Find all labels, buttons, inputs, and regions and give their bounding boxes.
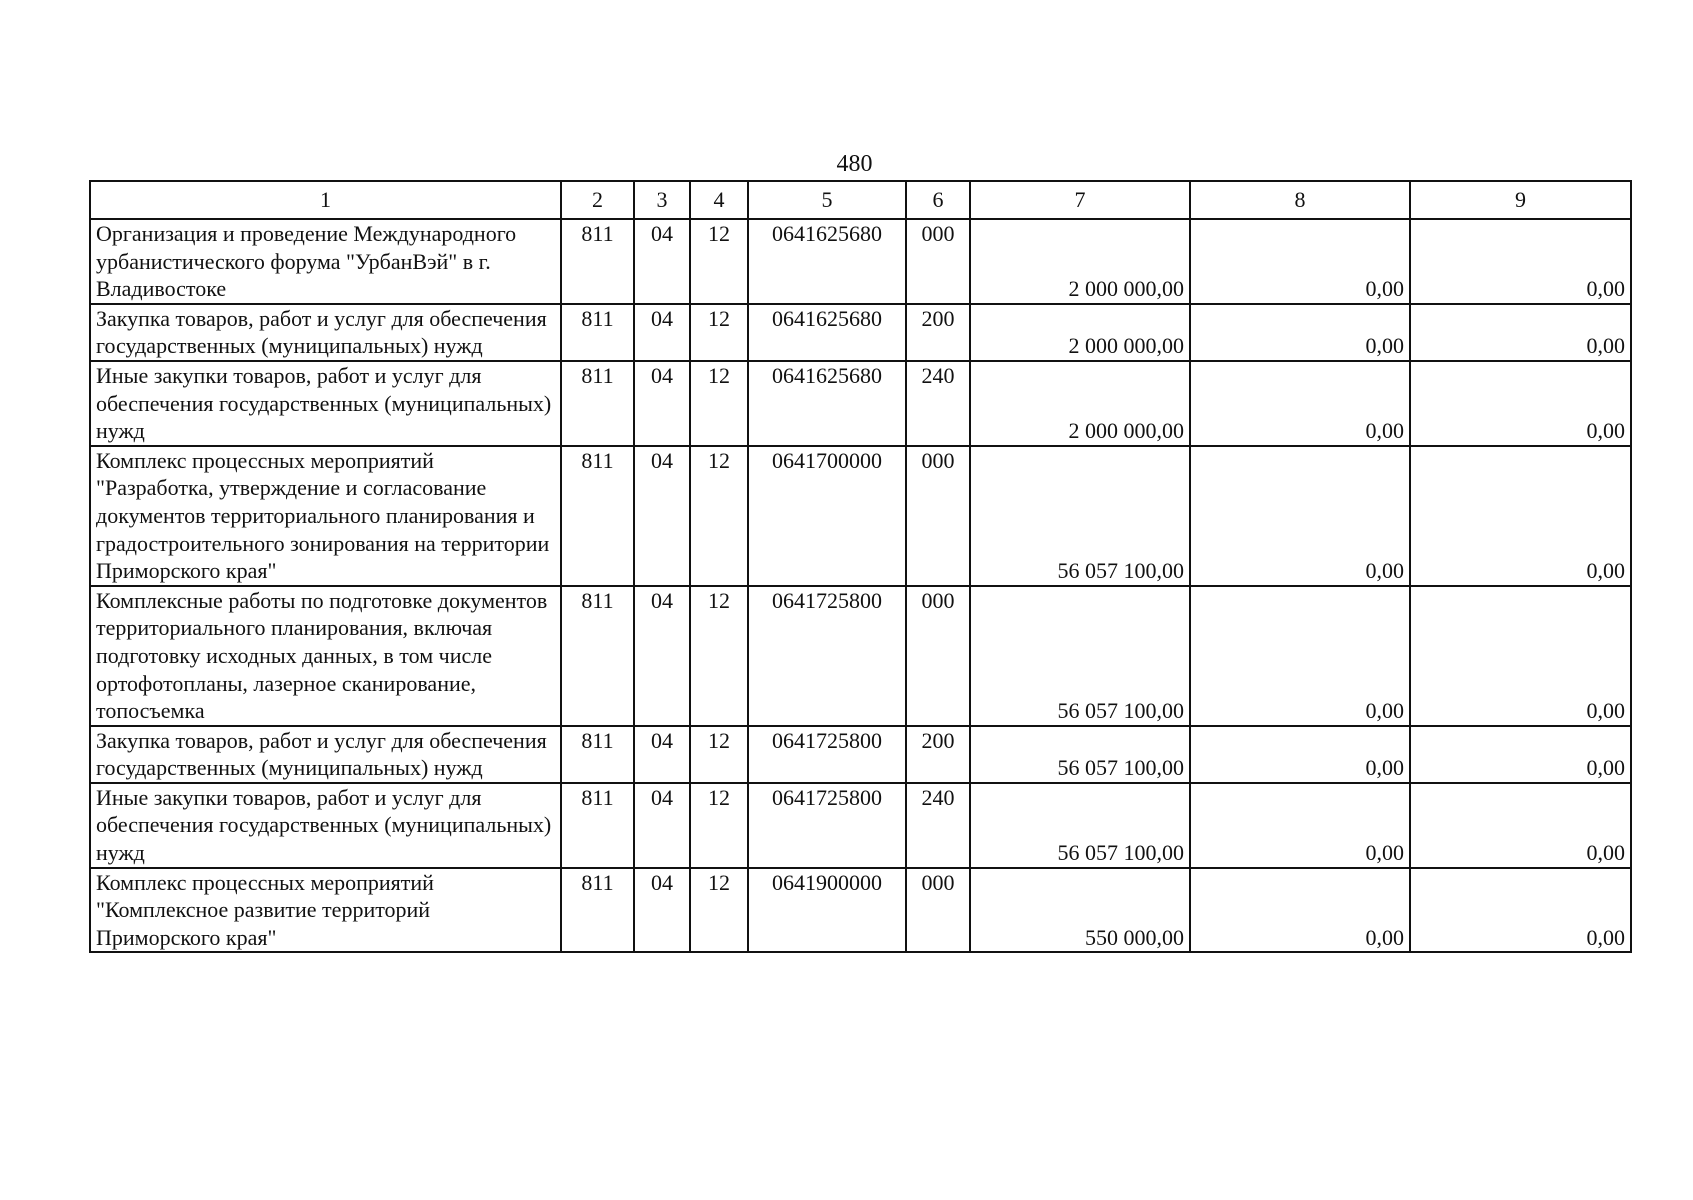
row-code-2: 811 bbox=[561, 726, 634, 783]
table-row bbox=[90, 219, 1631, 304]
row-code-3: 04 bbox=[634, 726, 690, 783]
page-number: 480 bbox=[836, 151, 873, 177]
row-code-5: 0641900000 bbox=[748, 868, 906, 953]
row-description: Иные закупки товаров, работ и услуг для обеспечения государственных (муниципальных) нужд bbox=[90, 783, 561, 868]
table-row bbox=[90, 446, 1631, 586]
budget-table bbox=[89, 180, 1632, 953]
row-code-4: 12 bbox=[690, 868, 748, 953]
row-amount-7: 2 000 000,00 bbox=[970, 219, 1190, 304]
header-cell: 6 bbox=[906, 181, 970, 219]
row-code-6: 200 bbox=[906, 304, 970, 361]
header-cell: 1 bbox=[90, 181, 561, 219]
header-cell: 9 bbox=[1410, 181, 1631, 219]
header-cell: 7 bbox=[970, 181, 1190, 219]
row-code-5: 0641725800 bbox=[748, 586, 906, 726]
row-amount-7: 56 057 100,00 bbox=[970, 446, 1190, 586]
row-code-3: 04 bbox=[634, 586, 690, 726]
row-code-4: 12 bbox=[690, 783, 748, 868]
row-amount-9: 0,00 bbox=[1410, 304, 1631, 361]
header-cell: 3 bbox=[634, 181, 690, 219]
row-code-6: 000 bbox=[906, 868, 970, 953]
row-amount-7: 56 057 100,00 bbox=[970, 726, 1190, 783]
header-row bbox=[90, 181, 1631, 219]
row-code-6: 240 bbox=[906, 361, 970, 446]
row-code-2: 811 bbox=[561, 361, 634, 446]
row-code-5: 0641625680 bbox=[748, 219, 906, 304]
row-amount-9: 0,00 bbox=[1410, 868, 1631, 953]
row-amount-8: 0,00 bbox=[1190, 726, 1410, 783]
row-code-3: 04 bbox=[634, 868, 690, 953]
table-row bbox=[90, 586, 1631, 726]
row-code-4: 12 bbox=[690, 446, 748, 586]
header-cell: 4 bbox=[690, 181, 748, 219]
row-code-6: 240 bbox=[906, 783, 970, 868]
row-code-5: 0641725800 bbox=[748, 783, 906, 868]
row-amount-9: 0,00 bbox=[1410, 726, 1631, 783]
table-row bbox=[90, 304, 1631, 361]
row-code-6: 000 bbox=[906, 219, 970, 304]
row-code-6: 000 bbox=[906, 446, 970, 586]
row-amount-9: 0,00 bbox=[1410, 361, 1631, 446]
row-amount-9: 0,00 bbox=[1410, 446, 1631, 586]
row-code-2: 811 bbox=[561, 868, 634, 953]
row-amount-9: 0,00 bbox=[1410, 219, 1631, 304]
row-description: Комплекс процессных мероприятий "Разработка, утверждение и согласование документов территориального планирования и градостроительного зонирования на территории Приморского края" bbox=[90, 446, 561, 586]
row-code-5: 0641725800 bbox=[748, 726, 906, 783]
row-description: Комплекс процессных мероприятий "Комплексное развитие территорий Приморского края" bbox=[90, 868, 561, 953]
row-code-3: 04 bbox=[634, 304, 690, 361]
table-row bbox=[90, 361, 1631, 446]
table-row bbox=[90, 868, 1631, 953]
row-amount-7: 2 000 000,00 bbox=[970, 304, 1190, 361]
row-amount-8: 0,00 bbox=[1190, 361, 1410, 446]
row-code-5: 0641700000 bbox=[748, 446, 906, 586]
row-code-3: 04 bbox=[634, 219, 690, 304]
row-description: Закупка товаров, работ и услуг для обеспечения государственных (муниципальных) нужд bbox=[90, 726, 561, 783]
row-code-6: 000 bbox=[906, 586, 970, 726]
row-code-3: 04 bbox=[634, 783, 690, 868]
row-amount-8: 0,00 bbox=[1190, 446, 1410, 586]
row-amount-7: 56 057 100,00 bbox=[970, 586, 1190, 726]
row-description: Закупка товаров, работ и услуг для обеспечения государственных (муниципальных) нужд bbox=[90, 304, 561, 361]
row-description: Иные закупки товаров, работ и услуг для обеспечения государственных (муниципальных) нужд bbox=[90, 361, 561, 446]
row-description: Комплексные работы по подготовке документов территориального планирования, включая подготовку исходных данных, в том числе ортофотопланы, лазерное сканирование, топосъемка bbox=[90, 586, 561, 726]
row-code-4: 12 bbox=[690, 726, 748, 783]
row-amount-7: 550 000,00 bbox=[970, 868, 1190, 953]
row-amount-7: 2 000 000,00 bbox=[970, 361, 1190, 446]
row-amount-8: 0,00 bbox=[1190, 219, 1410, 304]
row-code-4: 12 bbox=[690, 219, 748, 304]
row-amount-8: 0,00 bbox=[1190, 586, 1410, 726]
table-row bbox=[90, 726, 1631, 783]
row-code-2: 811 bbox=[561, 446, 634, 586]
row-code-4: 12 bbox=[690, 361, 748, 446]
row-code-4: 12 bbox=[690, 304, 748, 361]
row-code-2: 811 bbox=[561, 783, 634, 868]
row-code-5: 0641625680 bbox=[748, 361, 906, 446]
row-code-3: 04 bbox=[634, 446, 690, 586]
row-code-5: 0641625680 bbox=[748, 304, 906, 361]
header-cell: 8 bbox=[1190, 181, 1410, 219]
row-description: Организация и проведение Международного урбанистического форума "УрбанВэй" в г. Владивостоке bbox=[90, 219, 561, 304]
row-code-2: 811 bbox=[561, 219, 634, 304]
row-amount-8: 0,00 bbox=[1190, 868, 1410, 953]
table-row bbox=[90, 783, 1631, 868]
row-code-4: 12 bbox=[690, 586, 748, 726]
row-code-3: 04 bbox=[634, 361, 690, 446]
row-amount-9: 0,00 bbox=[1410, 783, 1631, 868]
row-code-6: 200 bbox=[906, 726, 970, 783]
row-amount-8: 0,00 bbox=[1190, 783, 1410, 868]
row-code-2: 811 bbox=[561, 304, 634, 361]
row-amount-7: 56 057 100,00 bbox=[970, 783, 1190, 868]
header-cell: 5 bbox=[748, 181, 906, 219]
row-code-2: 811 bbox=[561, 586, 634, 726]
row-amount-9: 0,00 bbox=[1410, 586, 1631, 726]
row-amount-8: 0,00 bbox=[1190, 304, 1410, 361]
header-cell: 2 bbox=[561, 181, 634, 219]
